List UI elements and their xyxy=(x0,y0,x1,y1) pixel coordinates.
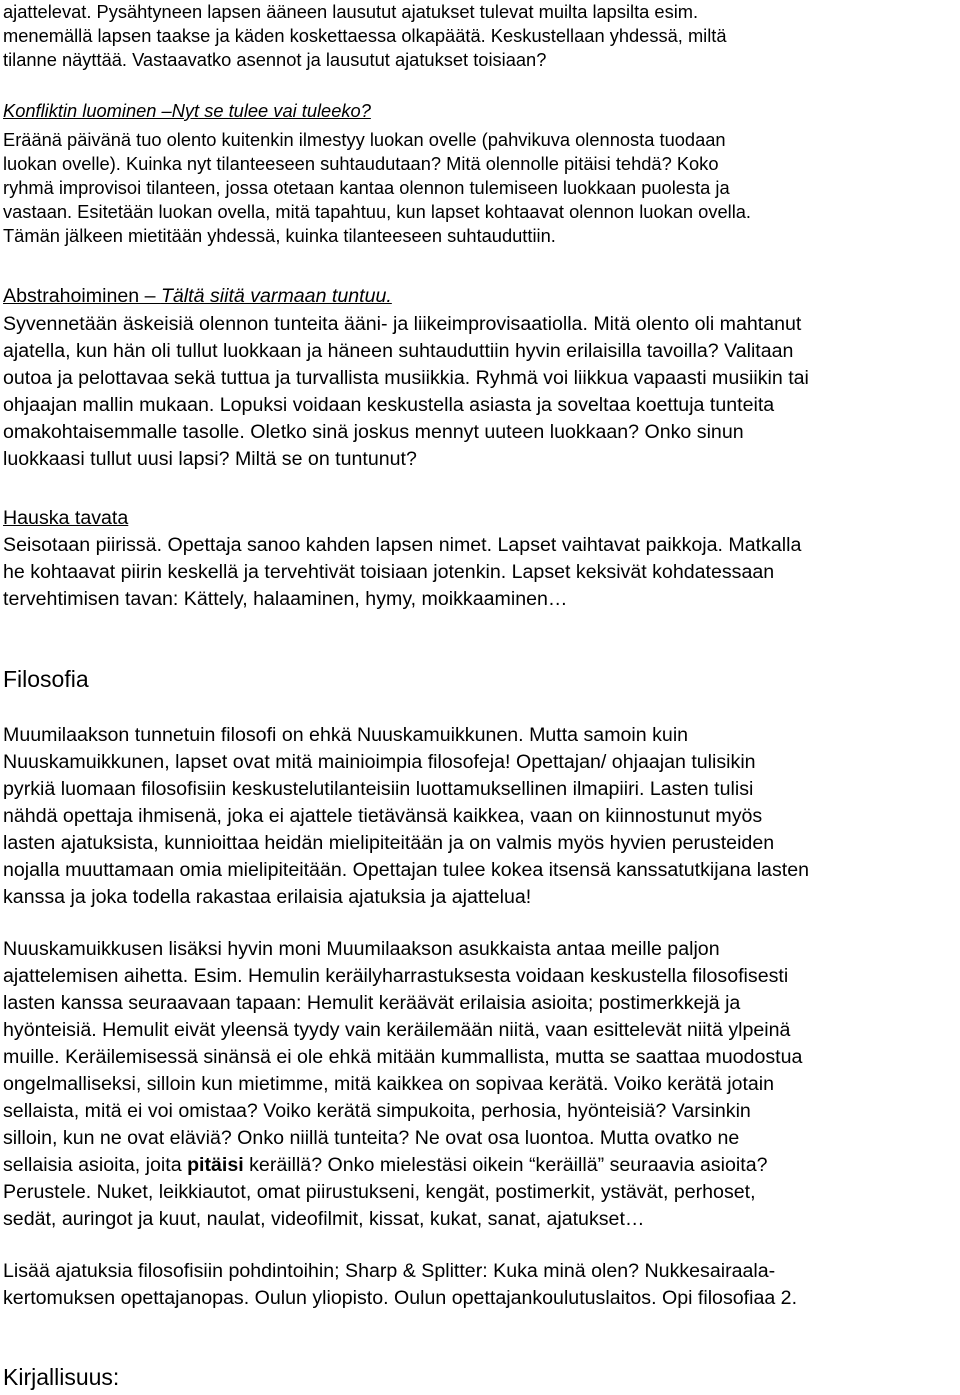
heading-kirjallisuus: Kirjallisuus: xyxy=(3,1364,120,1390)
heading-filosofia: Filosofia xyxy=(3,666,89,692)
abstrahoiminen-line: ajatella, kun hän oli tullut luokkaan ja häneen suhtauduttiin hyvin erilaisilla tavoilla? Valitaan xyxy=(3,340,794,362)
filosofia-p1-line: kanssa ja joka todella rakastaa erilaisia ajatuksia ja ajattelua! xyxy=(3,886,532,908)
filosofia-p3-line: Lisää ajatuksia filosofisiin pohdintoihin; Sharp & Splitter: Kuka minä olen? Nukkesairaala- xyxy=(3,1260,776,1282)
section-title-part: Abstrahoiminen – xyxy=(3,285,161,307)
bold-word: pitäisi xyxy=(187,1154,244,1176)
filosofia-p2-line: sellaista, mitä ei voi omistaa? Voiko kerätä simpukoita, perhosia, hyönteisiä? Varsinkin xyxy=(3,1100,751,1122)
abstrahoiminen-line: outoa ja pelottavaa sekä tuttua ja turvallista musiikkia. Ryhmä voi liikkua vapaasti musiikin tai xyxy=(3,367,809,389)
filosofia-p2-line: sedät, auringot ja kuut, naulat, videofilmit, kissat, kukat, sanat, ajatukset… xyxy=(3,1208,645,1230)
konfliktin-line: luokan ovelle). Kuinka nyt tilanteeseen suhtaudutaan? Mitä olennolle pitäisi tehdä? Koko xyxy=(3,153,719,174)
filosofia-p1-line: pyrkiä luomaan filosofisiin keskustelutilanteisiin luottamuksellinen ilmapiiri. Lasten tulisi xyxy=(3,778,754,800)
konfliktin-line: Tämän jälkeen mietitään yhdessä, kuinka tilanteeseen suhtauduttiin. xyxy=(3,225,556,246)
konfliktin-line: ryhmä improvisoi tilanteen, jossa otetaan kantaa olennon tulemiseen luokkaan puolesta ja xyxy=(3,177,730,198)
filosofia-p2-line: ongelmalliseksi, silloin kun mietimme, mitä kaikkea on sopivaa kerätä. Voiko kerätä jotain xyxy=(3,1073,775,1095)
abstrahoiminen-line: ohjaajan mallin mukaan. Lopuksi voidaan keskustella asiasta ja soveltaa koettuja tunteita xyxy=(3,394,775,416)
section-title-abstrahoiminen xyxy=(3,283,392,309)
filosofia-p1-line: lasten ajatuksista, kunnioittaa heidän mielipiteitään ja on valmis myös hyvien perusteiden xyxy=(3,832,775,854)
hauska-line: tervehtimisen tavan: Kättely, halaaminen, hymy, moikkaaminen… xyxy=(3,588,568,610)
filosofia-p2-line: lasten kanssa seuraavaan tapaan: Hemulit keräävät erilaisia asioita; postimerkkejä ja xyxy=(3,992,741,1014)
konfliktin-line: vastaan. Esitetään luokan ovella, mitä tapahtuu, kun lapset kohtaavat olennon luokan ovella. xyxy=(3,201,752,222)
hauska-line: he kohtaavat piirin keskellä ja tervehtivät toisiaan jotenkin. Lapset keksivät kohdatessaan xyxy=(3,561,775,583)
intro-line: menemällä lapsen taakse ja käden koskettaessa olkapäätä. Keskustellaan yhdessä, miltä xyxy=(3,25,727,46)
filosofia-p1-line: Muumilaakson tunnetuin filosofi on ehkä Nuuskamuikkunen. Mutta samoin kuin xyxy=(3,724,689,746)
intro-line: ajattelevat. Pysähtyneen lapsen ääneen lausutut ajatukset tulevat muilta lapsilta esim. xyxy=(3,1,699,22)
filosofia-p2-line: ajattelemisen aihetta. Esim. Hemulin keräilyharrastuksesta voidaan keskustella filosofisesti xyxy=(3,965,789,987)
intro-line: tilanne näyttää. Vastaavatko asennot ja lausutut ajatukset toisiaan? xyxy=(3,49,547,70)
filosofia-p2-line: Nuuskamuikkusen lisäksi hyvin moni Muumilaakson asukkaista antaa meille paljon xyxy=(3,938,720,960)
filosofia-p2-line: silloin, kun ne ovat eläviä? Onko niillä tunteita? Ne ovat osa luontoa. Mutta ovatko ne xyxy=(3,1127,740,1149)
abstrahoiminen-line: Syvennetään äskeisiä olennon tunteita ääni- ja liikeimprovisaatiolla. Mitä olento oli mahtanut xyxy=(3,313,802,335)
section-title-konfliktin: Konfliktin luominen –Nyt se tulee vai tuleeko? xyxy=(3,100,371,121)
filosofia-p3-line: kertomuksen opettajanopas. Oulun yliopisto. Oulun opettajankoulutuslaitos. Opi filosofiaa 2. xyxy=(3,1287,798,1309)
filosofia-p2-line: muille. Keräilemisessä sinänsä ei ole ehkä mitään kummallista, mutta se saattaa muodostua xyxy=(3,1046,803,1068)
abstrahoiminen-line: luokkaasi tullut uusi lapsi? Miltä se on tuntunut? xyxy=(3,448,417,470)
filosofia-p2-line: hyönteisiä. Hemulit eivät yleensä tyydy vain keräilemään niitä, vaan esittelevät niitä ylpeinä xyxy=(3,1019,791,1041)
filosofia-p1-line: nojalla muuttamaan omia mielipiteitään. Opettajan tulee kokea itsensä kanssatutkijana lasten xyxy=(3,859,809,881)
filosofia-p2-line: Perustele. Nuket, leikkiautot, omat piirustukseni, kengät, postimerkit, ystävät, perhoset, xyxy=(3,1181,756,1203)
konfliktin-line: Eräänä päivänä tuo olento kuitenkin ilmestyy luokan ovelle (pahvikuva olennosta tuodaan xyxy=(3,129,726,150)
section-title-part-italic: Tältä siitä varmaan tuntuu. xyxy=(160,285,392,307)
filosofia-p1-line: nähdä opettaja ihmisenä, joka ei ajattele tietävänsä kaikkea, vaan on kiinnostunut myös xyxy=(3,805,763,827)
hauska-line: Seisotaan piirissä. Opettaja sanoo kahden lapsen nimet. Lapset vaihtavat paikkoja. Matkalla xyxy=(3,534,802,556)
text-span: sellaisia asioita, joita xyxy=(3,1154,188,1176)
filosofia-p1-line: Nuuskamuikkunen, lapset ovat mitä mainioimpia filosofeja! Opettajan/ ohjaajan tulisikin xyxy=(3,751,756,773)
abstrahoiminen-line: omakohtaisemmalle tasolle. Oletko sinä joskus mennyt uuteen luokkaan? Onko sinun xyxy=(3,421,744,443)
filosofia-p2-line-emphasis xyxy=(3,1152,768,1178)
section-title-hauska: Hauska tavata xyxy=(3,507,129,529)
text-span: keräillä? Onko mielestäsi oikein “keräillä” seuraavia asioita? xyxy=(243,1154,768,1176)
